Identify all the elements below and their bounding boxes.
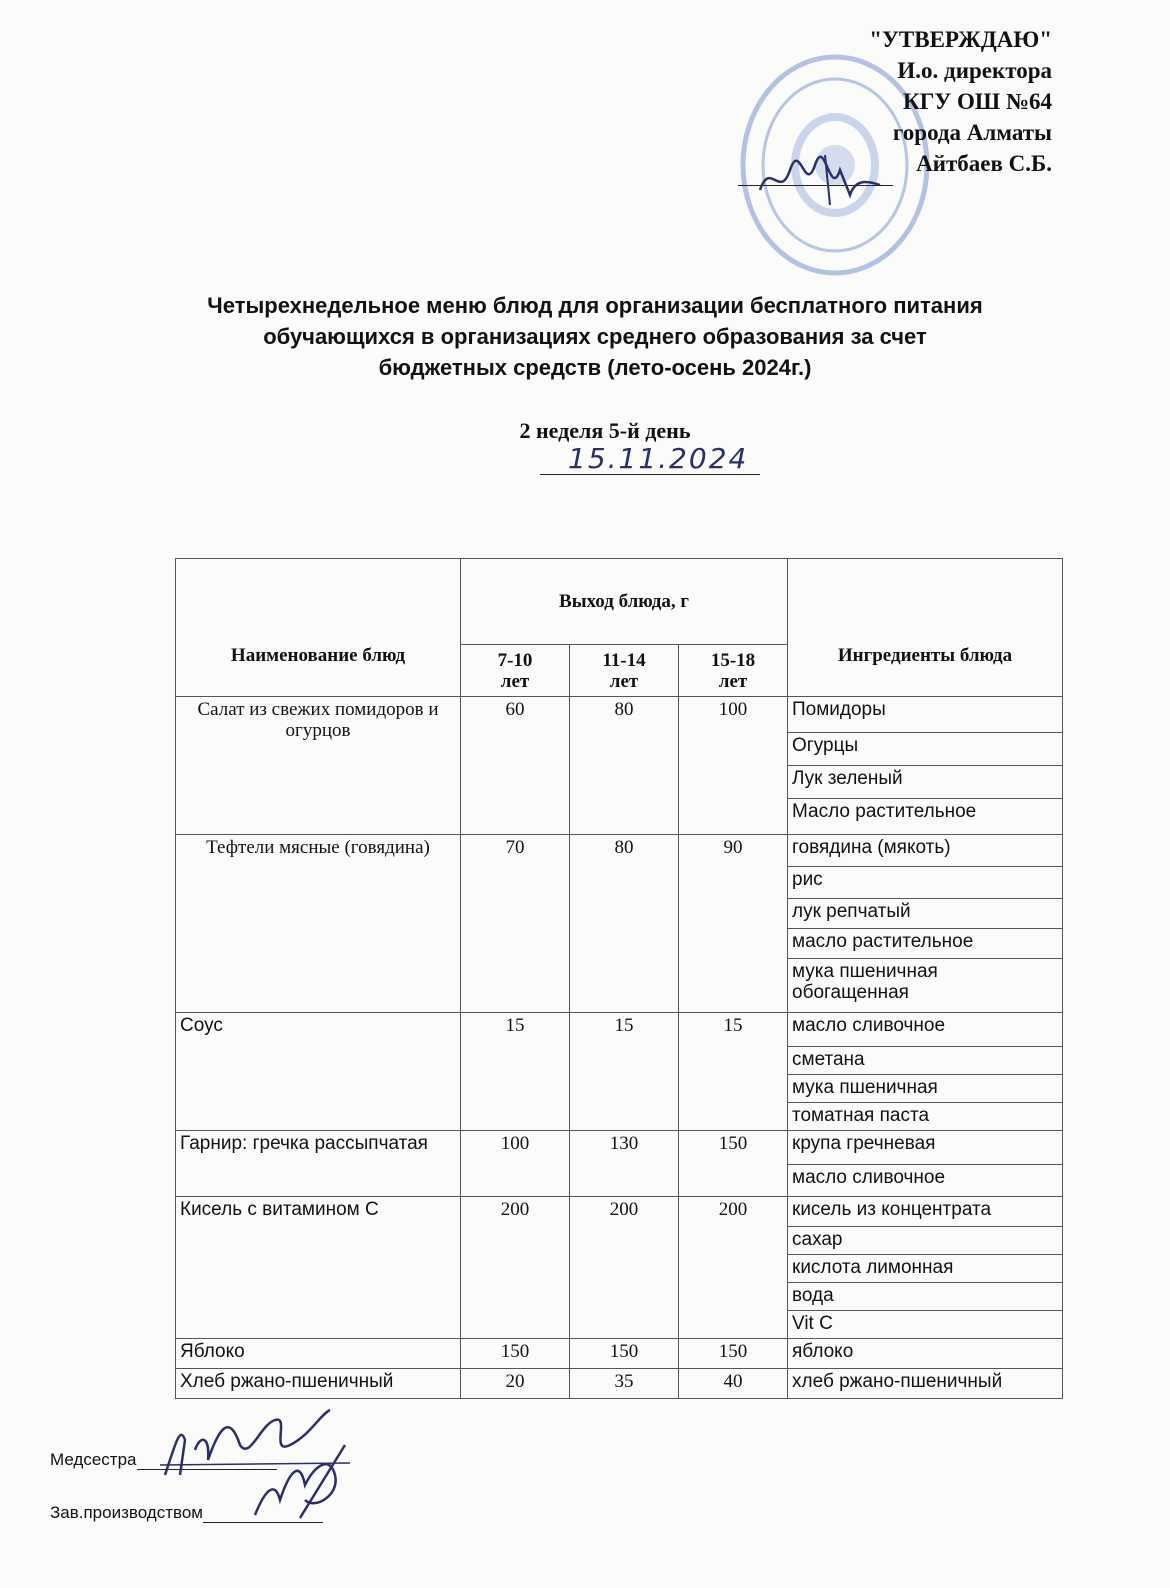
dish-name: Соус bbox=[176, 1013, 461, 1131]
yield-7-10: 60 bbox=[461, 697, 570, 835]
approval-label: "УТВЕРЖДАЮ" bbox=[869, 27, 1052, 52]
yield-7-10: 200 bbox=[461, 1197, 570, 1339]
approval-name: Айтбаев С.Б. bbox=[916, 151, 1052, 176]
ingredient: Масло растительное bbox=[788, 799, 1063, 835]
ingredient: сметана bbox=[788, 1047, 1063, 1075]
ingredient: томатная паста bbox=[788, 1103, 1063, 1131]
yield-7-10: 100 bbox=[461, 1131, 570, 1197]
ingredient: масло сливочное bbox=[788, 1013, 1063, 1047]
ingredient: яблоко bbox=[788, 1339, 1063, 1369]
header-dish-name: Наименование блюд bbox=[176, 559, 461, 697]
table-row bbox=[176, 1197, 1063, 1227]
title-line-2: обучающихся в организациях среднего образования за счет bbox=[263, 324, 927, 349]
yield-15-18: 90 bbox=[679, 835, 788, 1013]
header-ingredients: Ингредиенты блюда bbox=[788, 559, 1063, 697]
table-row bbox=[176, 1369, 1063, 1399]
ingredient: крупа гречневая bbox=[788, 1131, 1063, 1165]
dish-name: Хлеб ржано-пшеничный bbox=[176, 1369, 461, 1399]
dish-name: Кисель с витамином С bbox=[176, 1197, 461, 1339]
dish-name: Гарнир: гречка рассыпчатая bbox=[176, 1131, 461, 1197]
yield-15-18: 200 bbox=[679, 1197, 788, 1339]
dish-name: Яблоко bbox=[176, 1339, 461, 1369]
yield-11-14: 80 bbox=[570, 697, 679, 835]
production-signature-icon bbox=[245, 1440, 365, 1520]
table-row bbox=[176, 697, 1063, 733]
director-signature-icon bbox=[755, 150, 885, 210]
yield-11-14: 80 bbox=[570, 835, 679, 1013]
date-field bbox=[540, 440, 760, 475]
ingredient: мука пшеничная bbox=[788, 1075, 1063, 1103]
table-row bbox=[176, 1013, 1063, 1047]
menu-body bbox=[176, 697, 1063, 1399]
title-line-1: Четырехнедельное меню блюд для организации бесплатного питания bbox=[207, 293, 983, 318]
header-yield: Выход блюда, г bbox=[461, 559, 788, 645]
yield-11-14: 150 bbox=[570, 1339, 679, 1369]
ingredient: рис bbox=[788, 867, 1063, 899]
ingredient: сахар bbox=[788, 1227, 1063, 1255]
yield-15-18: 100 bbox=[679, 697, 788, 835]
yield-15-18: 150 bbox=[679, 1131, 788, 1197]
ingredient: кисель из концентрата bbox=[788, 1197, 1063, 1227]
document-title bbox=[140, 290, 1050, 383]
yield-7-10: 70 bbox=[461, 835, 570, 1013]
table-row bbox=[176, 1131, 1063, 1165]
approval-org: КГУ ОШ №64 bbox=[903, 89, 1052, 114]
yield-7-10: 150 bbox=[461, 1339, 570, 1369]
table-row bbox=[176, 835, 1063, 867]
yield-7-10: 20 bbox=[461, 1369, 570, 1399]
dish-name: Тефтели мясные (говядина) bbox=[176, 835, 461, 1013]
menu-table bbox=[175, 558, 1063, 1399]
date-value: 15.11.2024 bbox=[568, 442, 749, 475]
ingredient: масло сливочное bbox=[788, 1165, 1063, 1197]
ingredient: лук репчатый bbox=[788, 899, 1063, 929]
ingredient: говядина (мякоть) bbox=[788, 835, 1063, 867]
production-label: Зав.производством bbox=[50, 1503, 203, 1522]
ingredient: Помидоры bbox=[788, 697, 1063, 733]
ingredient: масло растительное bbox=[788, 929, 1063, 959]
ingredient: кислота лимонная bbox=[788, 1255, 1063, 1283]
ingredient: вода bbox=[788, 1283, 1063, 1311]
approval-city: города Алматы bbox=[892, 120, 1052, 145]
yield-11-14: 130 bbox=[570, 1131, 679, 1197]
header-age-7-10: 7-10 лет bbox=[461, 645, 570, 697]
table-row bbox=[176, 1339, 1063, 1369]
yield-11-14: 15 bbox=[570, 1013, 679, 1131]
yield-11-14: 35 bbox=[570, 1369, 679, 1399]
ingredient: мука пшеничная обогащенная bbox=[788, 959, 1063, 1013]
title-line-3: бюджетных средств (лето-осень 2024г.) bbox=[378, 355, 812, 380]
yield-15-18: 150 bbox=[679, 1339, 788, 1369]
nurse-label: Медсестра bbox=[50, 1450, 137, 1469]
yield-7-10: 15 bbox=[461, 1013, 570, 1131]
ingredient: хлеб ржано-пшеничный bbox=[788, 1369, 1063, 1399]
ingredient: Лук зеленый bbox=[788, 766, 1063, 799]
dish-name: Салат из свежих помидоров и огурцов bbox=[176, 697, 461, 835]
ingredient: Огурцы bbox=[788, 733, 1063, 766]
header-age-15-18: 15-18 лет bbox=[679, 645, 788, 697]
approval-block bbox=[869, 24, 1052, 179]
header-age-11-14: 11-14 лет bbox=[570, 645, 679, 697]
yield-15-18: 15 bbox=[679, 1013, 788, 1131]
ingredient: Vit C bbox=[788, 1311, 1063, 1339]
yield-11-14: 200 bbox=[570, 1197, 679, 1339]
yield-15-18: 40 bbox=[679, 1369, 788, 1399]
approval-position: И.о. директора bbox=[897, 58, 1052, 83]
week-day: 2 неделя 5-й день bbox=[519, 418, 691, 443]
